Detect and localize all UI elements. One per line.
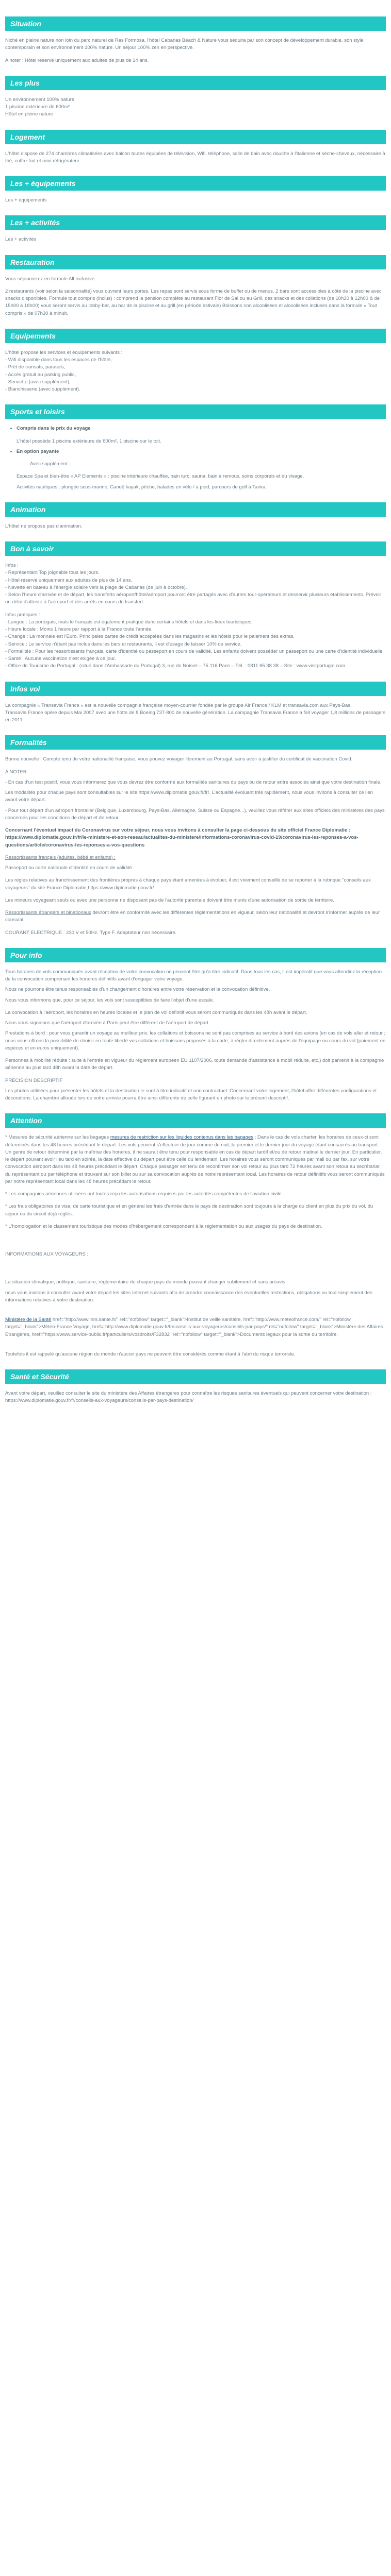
section-title-sports: Sports et loisirs <box>5 404 386 419</box>
section-bon-savoir <box>5 541 386 670</box>
liquids-restriction-link[interactable]: mesures de restriction sur les liquides contenus dans les bagages <box>110 1134 254 1141</box>
section-title-restauration: Restauration <box>5 255 386 269</box>
plus-item: 1 piscine extérieure de 600m² <box>5 104 70 110</box>
pour-info-text: La convocation à l'aéroport, les horaires en heures locales et le plan de vol définitif vous seront communiqués dans les 48h avant le départ. <box>5 1009 307 1015</box>
formalites-minors: Les mineurs voyageant seuls ou avec une personne ne disposant pas de l'autorité parentale doivent être munis d'une autorisation de sortie de territoire. <box>5 897 334 903</box>
bon-savoir-line: - Change : La monnaie est l'Euro. Principales cartes de crédit acceptées dans les magasins et les hôtels pour le paiement des extras. <box>5 634 295 640</box>
attention-links: Ministère de la Santé href="http://www.inrs.sante.fr/" rel="nofollow" target="_blank">Institut de veille sanitaire, href="http://www.meteofrance.com/" rel="nofollow" target="_blank">Météo-France Voyage, href="http://www.diplomatie.gouv.fr/fr/conseils-aux-voyageurs/conseils-par-pays/" rel="nofollow" target="_blank">Ministère des Affaires Étrangères, href="https://www.service-public.fr/particuliers/vosdroits/F32832" rel="nofollow" target="_blank">Documents légaux pour la sortie du territoire. <box>5 1317 383 1337</box>
section-title-plus: Les plus <box>5 76 386 90</box>
section-animation <box>5 502 386 530</box>
section-title-attention: Attention <box>5 1113 386 1128</box>
attention-security: * Mesures de sécurité aérienne sur les bagages mesures de restriction sur les liquides contenus dans les bagages : Dans le cas de vols charter, les horaires de ceux-ci sont déterminés dans les 48 heures précédant le départ. Les vols peuvent s'effectuer de jour comme de nuit, le premier et le dernier jour du voyage étant consacrés au transport. Un genre de retour déterminé par la maîtrise des horaires, il ne saurait être tenu pour responsable en cas de départ tardif et/ou de retour matinal le dernier jour. En particulier, le départ pouvant avoir lieu tard en soirée, la date effective du départ peut être celle du lendemain. Les horaires vous seront communiqués par mail ou par fax, sur votre convocation aéroport dans les 48 heures précédant le départ. Chaque passager est tenu de reconfirmer son vol retour au plus tard 72 heures avant son retour au secrétariat du représentant ou par téléphone et trouvant sur son billet ou sur sa convocation auprès de notre représentant local. Les horaires de retour définitifs vous seront communiqués par notre représentant local dans les 48 heures précédant le retour. <box>5 1134 385 1184</box>
attention-terror: Toutefois il est rappelé qu'aucune région du monde n'aucun pays ne peuvent être considérés comme étant à l'abri du risque terroriste. <box>5 1351 296 1357</box>
plus-item: Hôtel en pleine nature <box>5 111 53 117</box>
bon-savoir-line: - Hôtel réservé uniquement aux adultes de plus de 14 ans. <box>5 577 133 583</box>
formalites-nationals: Passeport ou carte nationale d'identité en cours de validité. <box>5 865 134 871</box>
bon-savoir-line: - Navette en bateau à l'énergie solaire vers la plage de Cabanas (de juin à octobre). <box>5 584 187 590</box>
section-title-equipements-plus: Les + équipements <box>5 176 386 191</box>
formalites-border-airports: - Pour tout départ d'un aéroport frontalier (Belgique, Luxembourg, Pays-Bas, Allemagne, Suisse ou Espagne...), veuillez vous référer aux sites officiels des ministères des pays concernés pour les conditions de départ et de retour. <box>5 807 385 821</box>
bon-savoir-line: - Langue : La portugais, mais le français est également pratiqué dans certains hôtels et dans les lieux touristiques. <box>5 619 253 625</box>
formalites-nationals-head: Ressortissants français (adultes, bébé et enfants) : <box>5 854 116 860</box>
sports-paid-lead: Avec supplément : <box>30 461 70 467</box>
animation-text: L'hôtel ne propose pas d'animation. <box>5 523 83 529</box>
sports-list <box>17 425 386 491</box>
section-title-equipements: Equipements <box>5 329 386 343</box>
pour-info-text: Prestations à bord : pour vous garantir un voyage au meilleur prix, les collations et boissons ne sont pas comprises au service à bord des avions (en cas de vols aller et retour ; nous vous offrons la possibilité de choisir en toute liberté vos collations et boissons proposés à la carte, à régler directement auprès de l'équipage ou cours du vol (paiement en espèces et en euros uniquement). <box>5 1030 386 1051</box>
equipements-item: - Wifi disponible dans tous les espaces de l'hôtel, <box>5 357 112 363</box>
section-title-formalites: Formalités <box>5 735 386 750</box>
bon-savoir-line: - Office de Tourisme du Portugal : (situé dans l'Ambassade du Portugal) 3, rue de Noisiel – 75 116 Paris – Tél. : 0811 65 38 38 – Site : www.visitportugal.com <box>5 663 345 669</box>
logement-description: L'hôtel dispose de 274 chambres climatisées avec balcon toutes équipées de télévision, Wifi, téléphone, salle de bain avec douche à l'italienne et sèche-cheveux, nécessaire à thé, coffre-fort et mini réfrigérateur. <box>5 150 385 164</box>
equipements-intro: L'hôtel propose les services et équipements suivants : <box>5 349 123 355</box>
sports-paid-activities: Activités nautiques : plongée sous-marine, Canoë kayak, pêche, balades en vélo / à pied, parcours de golf à Tavira. <box>17 484 267 490</box>
section-title-infos-vol: Infos vol <box>5 682 386 696</box>
sports-paid-spa: Espace Spa et bien-être « AP Elements » : piscine intérieure chauffée, bain turc, sauna, bain à remous, soins corporels et du visage. <box>17 473 304 480</box>
restauration-formula: Vous séjournerez en formule All Inclusive. <box>5 276 96 282</box>
attention-airlines: * Les compagnies aériennes utilisées ont toutes reçu les autorisations requises par les autorités compétentes de l'aviation civile. <box>5 1191 283 1197</box>
formalites-foreigners: Ressortissants étrangers et binationaux devront être en conformité avec les différentes réglementations en vigueur, selon leur nationalité et devront s'informer auprès de leur consulat. <box>5 910 380 923</box>
formalites-electric: COURANT ELECTRIQUE : 230 V et 50Hz. Type F. Adaptateur non nécessaire. <box>5 929 177 936</box>
section-formalites <box>5 735 386 937</box>
sports-included <box>17 425 386 445</box>
activites-plus-text: Les + activités <box>5 236 37 243</box>
attention-situation: La situation climatique, politique, sanitaire, réglementaire de chaque pays du monde pouvant changer subitement et sans préavis <box>5 1279 285 1285</box>
bon-savoir-line: Infos : <box>5 563 19 568</box>
pour-info-precision-head: PRÉCISION DESCRIPTIF <box>5 1077 63 1083</box>
section-title-bon-savoir: Bon à savoir <box>5 541 386 556</box>
equipements-item: - Accès gratuit au parking public, <box>5 371 76 378</box>
bon-savoir-line: - Formalités : Pour les ressortissants français, carte d'identité ou passeport en cours de validité. Les enfants doivent posséder un passeport ou une carte d'identité individuelle. <box>5 648 384 654</box>
pour-info-precision: Les photos utilisées pour présenter les hôtels et la destination le sont à titre indicatif et non contractuel. Concernant votre logement, l'hôtel offre différentes configurations et décorations. La chambre allouée lors de votre arrivée pourra être ainsi différente de celle figurant en photo sur le présent descriptif. <box>5 1088 377 1101</box>
sports-included-label: Compris dans le prix du voyage <box>17 426 91 432</box>
formalites-note-head: A NOTER <box>5 769 27 775</box>
pour-info-text: Nous vous informons que, pour ce séjour, les vols sont susceptibles de faire l'objet d'une escale. <box>5 997 214 1003</box>
section-sports <box>5 404 386 491</box>
infos-vol-line: Transavia France opère depuis Mai 2007 avec une flotte de 8 Boeing 737-800 de nouvelle génération. La compagnie Transavia France a fait voyager 1,8 millions de passagers en 2011. <box>5 709 386 723</box>
section-title-activites-plus: Les + activités <box>5 215 386 230</box>
section-situation <box>5 16 386 64</box>
formalites-border-rules: Les règles relatives au franchissement des frontières propres à chaque pays étant amenées à évoluer, il est vivement conseillé de se reporter à la rubrique "conseils aux voyageurs" du site France Diplomatie,https://www.diplomatie.gouv.fr/ <box>5 877 371 891</box>
plus-item: Un environnement 100% nature <box>5 96 75 103</box>
sante-text: Avant votre départ, veuillez consulter le site du ministère des Affaires étrangères pour connaître les risques sanitaires éventuels qui peuvent concerner votre destination : https://www.diplomatie.gouv.fr/fr/conseils-aux-voyageurs/conseils-par-pays-destination/ <box>5 1391 372 1404</box>
attention-travellers-head: INFORMATIONS AUX VOYAGEURS : <box>5 1251 89 1257</box>
section-pour-info <box>5 948 386 1103</box>
equipements-item: - Blanchisserie (avec supplément). <box>5 386 80 392</box>
section-plus <box>5 76 386 118</box>
bon-savoir-line: - Selon l'heure d'arrivée et de départ, les transferts aéroport/hôtel/aéroport pourront être partagés avec d'autres tour-opérateurs et desservir plusieurs établissements. Prévoir un délai d'attente à l'aéroport et des arrêts en cours de transfert. <box>5 592 381 605</box>
bon-savoir-line: - Représentant Top joignable tous les jours. <box>5 570 100 576</box>
section-equipements <box>5 329 386 394</box>
section-attention <box>5 1113 386 1358</box>
sports-paid-label: En option payante <box>17 448 59 454</box>
attention-fees: * Les frais obligatoires de visa, de carte touristique et en général les frais d'entrée dans le pays de destination sont toujours à la charge du client en plus du prix du vol, du séjour ou du circuit déjà réglés. <box>5 1204 373 1217</box>
situation-description: Niché en pleine nature non loin du parc naturel de Ras Formosa, l'hôtel Cabanas Beach & Nature vous séduira par son concept de développement durable, son style contemporain et son environnement 100% nature. Un séjour 100% zen en perspective. <box>5 38 364 51</box>
section-title-sante: Santé et Sécurité <box>5 1369 386 1384</box>
equipements-item: - Prêt de transats, parasols, <box>5 364 66 370</box>
bon-savoir-line: Infos pratiques : <box>5 612 40 618</box>
restauration-description: 2 restaurants (voir selon la saisonnalité) vous ouvrent leurs portes. Les repas sont servis sous forme de buffet ou de menus. 2 bars sont accessibles à côté de la piscine avec snacks disponibles. Formule tout compris (inclus) : comprend la pension complète au restaurant Flor de Sal ou au Grill, des snacks et des collations (de 10h30 à 12h00 & de 15h00 à 18h00) vous seront servis au lobby-bar, au bar de la piscine et au grill (en période estivale) Boissons non alcoolisées et alcoolisées incluses dans la formule « Tout compris » de 07h30 à minuit. <box>5 288 382 316</box>
section-sante <box>5 1369 386 1405</box>
formalites-news: Bonne nouvelle : Compte tenu de votre nationalité française, vous pouvez voyager librement au Portugal, sans avoir à justifier du certificat de vaccination Covid. <box>5 756 353 762</box>
formalites-sites: Les modalités pour chaque pays sont consultables sur le site https://www.diplomatie.gouv.fr/fr/. L'actualité évoluant très rapidement, nous vous invitons à consulter ce lien avant votre départ. <box>5 790 373 803</box>
ministere-sante-link[interactable]: Ministère de la Santé <box>5 1317 52 1323</box>
formalites-note: - En cas d'un test positif, vous vous informerez que vous devrez être conformé aux formalités sanitaires du pays ou de retour entre associés ainsi que votre destination finale. <box>5 779 382 785</box>
bon-savoir-line: - Service : Le service n'étant pas inclus dans les bars et restaurants, il est d'usage de laisser 10% de service. <box>5 641 242 647</box>
bon-savoir-line: - Heure locale : Moins 1 heure par rapport à la France toute l'année. <box>5 626 153 632</box>
attention-consult: nous vous invitons à consulter avant votre départ les sites Internet suivants afin de prendre connaissance des éventuelles restrictions, obligations ou tout simplement des informations relatives à votre destination. <box>5 1290 372 1303</box>
section-logement <box>5 130 386 165</box>
section-restauration <box>5 255 386 317</box>
pour-info-text: Nous ne pourrons être tenus responsables d'un changement d'horaires entre votre réservation et la convocation définitive. <box>5 987 270 993</box>
pour-info-text: Tous horaires de vols communiqués avant réception de votre convocation ne peuvent être qu'à titre indicatif. Dans tous les cas, il est impératif que vous attendiez la réception de la convocation comprenant les horaires définitifs avant d'engager votre voyage. <box>5 969 382 982</box>
section-title-situation: Situation <box>5 16 386 31</box>
infos-vol-line: La compagnie « Transavia France » est la nouvelle compagnie française moyen-courrier fondée par le groupe Air France / KLM et transavia.com aux Pays-Bas. <box>5 702 352 708</box>
sports-paid <box>17 448 386 491</box>
section-equipements-plus <box>5 176 386 204</box>
section-title-animation: Animation <box>5 502 386 517</box>
equipements-item: - Serviette (avec supplément), <box>5 379 71 385</box>
bon-savoir-line: - Santé : Aucune vaccination n'est exigée à ce jour. <box>5 656 116 662</box>
section-title-pour-info: Pour info <box>5 948 386 962</box>
section-title-logement: Logement <box>5 130 386 144</box>
pour-info-text: Nous vous signalons que l'aéroport d'arrivée à Paris peut être différent de l'aéroport de départ. <box>5 1020 210 1026</box>
section-infos-vol <box>5 682 386 724</box>
pour-info-text: Personnes à mobilité réduite : suite à l'entrée en vigueur du règlement européen EU 1107/2006, toute demande d'assistance à mobil réduite, etc.) doit parvenir à la compagnie aérienne au plus tard 48h avant la date de départ. <box>5 1058 384 1071</box>
equipements-plus-text: Les + équipements <box>5 197 47 203</box>
sports-included-text: L'hôtel possède 1 piscine extérieure de 600m², 1 piscine sur le toit. <box>17 438 161 444</box>
section-activites-plus <box>5 215 386 243</box>
formalites-coronavirus: Concernant l'éventuel impact du Coronavirus sur votre séjour, nous vous invitons à consulter la page ci-dessous du site officiel France Diplomatie : https://www.diplomatie.gouv.fr/fr/le-ministere-et-son-reseau/actualites-du-ministere/informations-coronavirus-covid-19/coronavirus-les-reponses-a-vos-questions/article/coronavirus-les-reponses-a-vos-questions <box>5 827 359 848</box>
situation-note: A noter : Hôtel réservé uniquement aux adultes de plus de 14 ans. <box>5 57 149 63</box>
attention-classification: * L'homologation et le classement touristique des modes d'hébergement correspondent à la réglementation ou aux usages du pays de destination. <box>5 1223 322 1229</box>
